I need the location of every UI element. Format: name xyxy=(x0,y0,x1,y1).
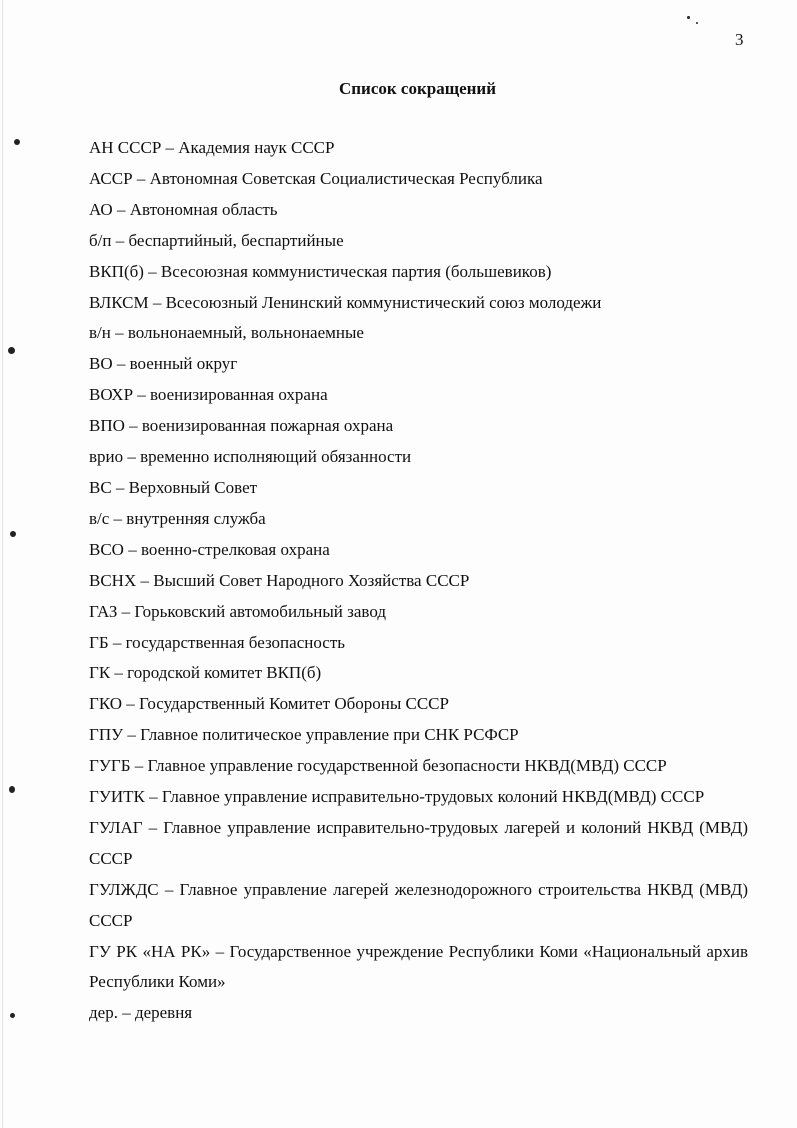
abbreviation-entry: в/н – вольнонаемный, вольнонаемные xyxy=(89,323,364,343)
scan-edge xyxy=(2,0,3,1128)
abbreviation-entry: ГПУ – Главное политическое управление при СНК РСФСР xyxy=(89,725,519,745)
page-title: Список сокращений xyxy=(338,79,497,98)
abbreviation-entry: ВСО – военно-стрелковая охрана xyxy=(89,539,330,559)
abbreviation-entry: ВКП(б) – Всесоюзная коммунистическая партия (большевиков) xyxy=(89,261,552,281)
abbreviation-list xyxy=(89,133,748,1029)
abbreviation-entry: ГУЛАГ – Главное управление исправительно-трудовых лагерей и колоний НКВД (МВД) СССР xyxy=(89,817,748,868)
abbreviation-entry: АН СССР – Академия наук СССР xyxy=(89,138,335,157)
abbreviation-entry: ГБ – государственная безопасность xyxy=(89,632,345,652)
punch-hole-mark xyxy=(8,347,15,354)
abbreviation-entry: дер. – деревня xyxy=(89,1003,193,1023)
punch-hole-mark xyxy=(10,1013,15,1018)
abbreviation-entry: ВПО – военизированная пожарная охрана xyxy=(89,416,394,436)
scan-speck xyxy=(687,16,690,19)
abbreviation-entry: АО – Автономная область xyxy=(89,199,278,219)
abbreviation-entry: в/с – внутренняя служба xyxy=(89,508,266,528)
punch-hole-mark xyxy=(9,786,15,793)
abbreviation-entry: ВОХР – военизированная охрана xyxy=(89,385,328,405)
abbreviation-entry: АССР – Автономная Советская Социалистическая Республика xyxy=(89,168,543,188)
abbreviation-entry: ГУГБ – Главное управление государственной безопасности НКВД(МВД) СССР xyxy=(89,756,667,776)
abbreviation-entry: ВЛКСМ – Всесоюзный Ленинский коммунистический союз молодежи xyxy=(89,292,602,312)
abbreviation-entry: б/п – беспартийный, беспартийные xyxy=(89,230,344,250)
abbreviation-entry: врио – временно исполняющий обязанности xyxy=(89,447,412,467)
punch-hole-mark xyxy=(14,139,20,145)
abbreviation-entry: ВО – военный округ xyxy=(89,354,238,374)
abbreviation-entry: ГУИТК – Главное управление исправительно-трудовых колоний НКВД(МВД) СССР xyxy=(89,787,705,807)
scan-speck xyxy=(696,22,698,24)
abbreviation-entry: ВС – Верховный Совет xyxy=(89,477,258,497)
abbreviation-entry: ГУ РК «НА РК» – Государственное учреждение Республики Коми «Национальный архив Республики Коми» xyxy=(89,941,748,992)
abbreviation-entry: ГКО – Государственный Комитет Обороны СССР xyxy=(89,694,449,714)
page-number: 3 xyxy=(735,30,744,49)
abbreviation-entry: ГАЗ – Горьковский автомобильный завод xyxy=(89,601,386,621)
abbreviation-entry: ВСНХ – Высший Совет Народного Хозяйства СССР xyxy=(89,570,470,590)
abbreviation-entry: ГК – городской комитет ВКП(б) xyxy=(89,663,322,683)
abbreviation-entry: ГУЛЖДС – Главное управление лагерей железнодорожного строительства НКВД (МВД) СССР xyxy=(89,879,748,930)
punch-hole-mark xyxy=(10,531,16,537)
